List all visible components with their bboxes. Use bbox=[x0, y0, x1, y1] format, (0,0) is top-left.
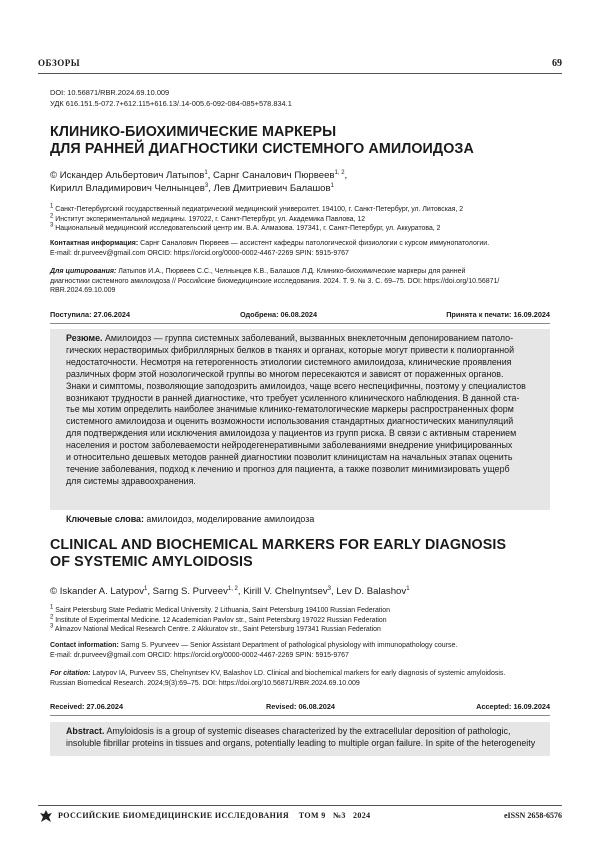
journal-logo-icon bbox=[38, 808, 54, 824]
affiliations-en bbox=[50, 606, 550, 635]
keywords-label-ru: Ключевые слова: bbox=[66, 514, 144, 524]
keywords-ru: Ключевые слова: амилоидоз, моделирование амилоидоза bbox=[66, 514, 315, 524]
footer-issn: eISSN 2658-6576 bbox=[503, 811, 562, 820]
affiliation-ru-3: $^3$ Национальный медицинский исследовательский центр им. В.А. Алмазова. 197341, г. Санкт-Петербург, ул. Аккуратова, 2 bbox=[50, 222, 441, 232]
authors-ru bbox=[50, 169, 550, 195]
author-ru-4-aff: 1 bbox=[330, 182, 334, 189]
cite-label-en: For citation: bbox=[50, 670, 91, 677]
contact-label-ru: Контактная информация: bbox=[50, 240, 139, 247]
udk-line: УДК 616.151.5-072.7+612.115+616.13/.14-005.6-092-084-085+578.834.1 bbox=[50, 99, 292, 108]
affiliation-ru-1: $^1$ Санкт-Петербургский государственный педиатрический медицинский университет. 194100, г. Санкт-Петербург, ул. Литовская, 2 bbox=[50, 203, 464, 213]
cite-label-ru: Для цитирования: bbox=[50, 268, 117, 275]
author-en-3: , Kirill V. Chelnyntsev bbox=[237, 586, 328, 597]
affiliations-ru bbox=[50, 205, 550, 234]
doi-line: DOI: 10.56871/RBR.2024.69.10.009 bbox=[50, 88, 170, 97]
author-ru-2-aff: 1, 2 bbox=[334, 169, 345, 176]
section-label: ОБЗОРЫ bbox=[38, 58, 81, 68]
title-ru-line-1: КЛИНИКО-БИОХИМИЧЕСКИЕ МАРКЕРЫ bbox=[50, 124, 337, 140]
revised-en: Revised: 06.08.2024 bbox=[266, 702, 335, 711]
dates-ru bbox=[50, 310, 550, 320]
citation-ru: Для цитирования: Латыпов И.А., Пюрвеев С.С., Челнынцев К.В., Балашов Л.Д. Клинико-биохимические маркеры для ранней диагностики системного амилоидоза // Российские биомедицинские исследования. 2024. Т. 9. № 3. С. 69–75. DOI: https://doi.org/10.56871/ RBR.2024.69.10.009 bbox=[50, 268, 500, 295]
citation-en: For citation: Latypov IA, Purveev SS, Chelnyntsev KV, Balashov LD. Clinical and biochemical markers for early diagnosis of systemic amyloidosis. Russian Biomedical Research. 2024;9(3):69–75. DOI: https://doi.org/10.56871/RBR.2024.69.10.009 bbox=[50, 670, 506, 687]
title-ru-line-2: ДЛЯ РАННЕЙ ДИАГНОСТИКИ СИСТЕМНОГО АМИЛОИДОЗА bbox=[50, 141, 474, 157]
contact-line2-en: E-mail: dr.purveev@gmail.com ORCID: https://orcid.org/0000-0002-4467-2269 SPIN: 5915-9767 bbox=[50, 651, 349, 659]
received-en: Received: 27.06.2024 bbox=[50, 702, 124, 711]
abstract-label-ru: Резюме. bbox=[66, 333, 103, 343]
title-en-line-1: CLINICAL AND BIOCHEMICAL MARKERS FOR EARLY DIAGNOSIS bbox=[50, 537, 507, 553]
author-en-1: © Iskander A. Latypov bbox=[50, 586, 144, 597]
contact-label-en: Contact information: bbox=[50, 642, 119, 649]
affiliation-en-2: $^2$ Institute of Experimental Medicine. 12 Academician Pavlov str., Saint Petersburg 197022 Russian Federation bbox=[50, 614, 387, 624]
author-ru-1-aff: 1 bbox=[204, 169, 208, 176]
header-rule bbox=[38, 73, 562, 74]
contact-info-ru: Контактная информация: Сарнг Саналович Пюрвеев — ассистент кафедры патологической физиологии с курсом иммунопатологии. E-mail: dr.purveev@gmail.com ORCID: https://orcid.org/0000-0002-4467-2269 SPIN: 5915-9767 bbox=[50, 239, 550, 258]
author-ru-3: Кирилл Владимирович Челнынцев bbox=[50, 183, 205, 194]
abstract-label-en: Abstract. bbox=[66, 726, 105, 736]
article-title-en bbox=[50, 537, 550, 571]
footer-rule bbox=[38, 805, 562, 806]
contact-info-en: Contact information: Sarng S. Pyurveev — Senior Assistant Department of pathological physiology with immunopathology course. E-mail: dr.purveev@gmail.com ORCID: https://orcid.org/0000-0002-4467-2269 SPIN: 5915-9767 bbox=[50, 641, 550, 660]
accepted-ru: Принята к печати: 16.09.2024 bbox=[446, 310, 550, 319]
dates-rule-ru bbox=[50, 323, 550, 324]
authors-en: © Iskander A. Latypov$^1$, Sarng S. Purveev$^{1, 2}$, Kirill V. Chelnyntsev$^3$, Lev D. Balashov$^1$ bbox=[50, 585, 410, 597]
abstract-ru: Резюме. Амилоидоз — группа системных заболеваний, вызванных внеклеточным депонированием патоло- гических нерастворимых фибриллярных белков в тканях и органах, которые могут привести к полиорганной недостаточности. Несмотря на гетерогенность этиологии системного амилоидоза, клинические проявления различных форм этой нозологической группы во многом пересекаются и зависят от пораженных органов. Знаки и симптомы, позволяющие заподозрить амилоидоз, чаще всего неспецифичны, поэтому у специалистов возникают трудности в ранней диагностике, что требует усиленного клинического наблюдения. В данной ста- тье мы хотим определить наиболее значимые клинико-гематологические маркеры распространенных форм системного амилоидоза и оценить возможности использования стандартных диагностических манипуляций для подтверждения или исключения амилоидоза у пациентов из групп риска. В связи с активным старением населения и ростом заболеваемости нейродегенеративными заболеваниями внедрение унифицированных и относительно дешевых методов ранней диагностики позволит клиницистам на начальных этапах оценить течение заболевания, подход к лечению и прогноз для пациента, а также позволит минимизировать ущерб для системы здравоохранения. bbox=[66, 333, 526, 486]
affiliation-ru-2: $^2$ Институт экспериментальной медицины. 197022, г. Санкт-Петербург, ул. Академика Павлова, 12 bbox=[50, 213, 366, 223]
author-ru-4: , Лев Дмитриевич Балашов bbox=[208, 183, 331, 194]
affiliation-en-3: $^3$ Almazov National Medical Research Centre. 2 Akkuratov str., Saint Petersburg 197341 Russian Federation bbox=[50, 623, 381, 633]
page-number: 69 bbox=[552, 58, 562, 69]
author-en-2: , Sarng S. Purveev bbox=[147, 586, 228, 597]
article-title-ru bbox=[50, 124, 550, 158]
author-ru-3-aff: 3 bbox=[204, 182, 209, 189]
abstract-en: Abstract. Amyloidosis is a group of systemic diseases characterized by the extracellular deposition of pathologic, insoluble fibrillar proteins in tissues and organs, potentially leading to multiple organ failure. In spite of the heterogeneity bbox=[66, 726, 536, 748]
author-ru-1: © Искандер Альбертович Латыпов bbox=[50, 170, 205, 181]
author-ru-sep: , bbox=[344, 170, 348, 181]
approved-ru: Одобрена: 06.08.2024 bbox=[240, 310, 318, 319]
author-en-4: , Lev D. Balashov bbox=[331, 586, 407, 597]
title-en-line-2: OF SYSTEMIC AMYLOIDOSIS bbox=[50, 554, 253, 570]
author-ru-2: , Сарнг Саналович Пюрвеев bbox=[207, 170, 335, 181]
running-footer bbox=[38, 808, 562, 824]
accepted-en: Accepted: 16.09.2024 bbox=[476, 702, 550, 711]
received-ru: Поступила: 27.06.2024 bbox=[50, 310, 131, 319]
footer-journal: РОССИЙСКИЕ БИОМЕДИЦИНСКИЕ ИССЛЕДОВАНИЯ ТОМ 9 №3 2024 bbox=[58, 811, 371, 820]
running-header bbox=[38, 58, 562, 72]
dates-en bbox=[50, 702, 550, 712]
affiliation-en-1: $^1$ Saint Petersburg State Pediatric Medical University. 2 Lithuania, Saint Petersburg 194100 Russian Federation bbox=[50, 604, 390, 614]
contact-line2-ru: E-mail: dr.purveev@gmail.com ORCID: https://orcid.org/0000-0002-4467-2269 SPIN: 5915-9767 bbox=[50, 249, 349, 257]
dates-rule-en bbox=[50, 715, 550, 716]
